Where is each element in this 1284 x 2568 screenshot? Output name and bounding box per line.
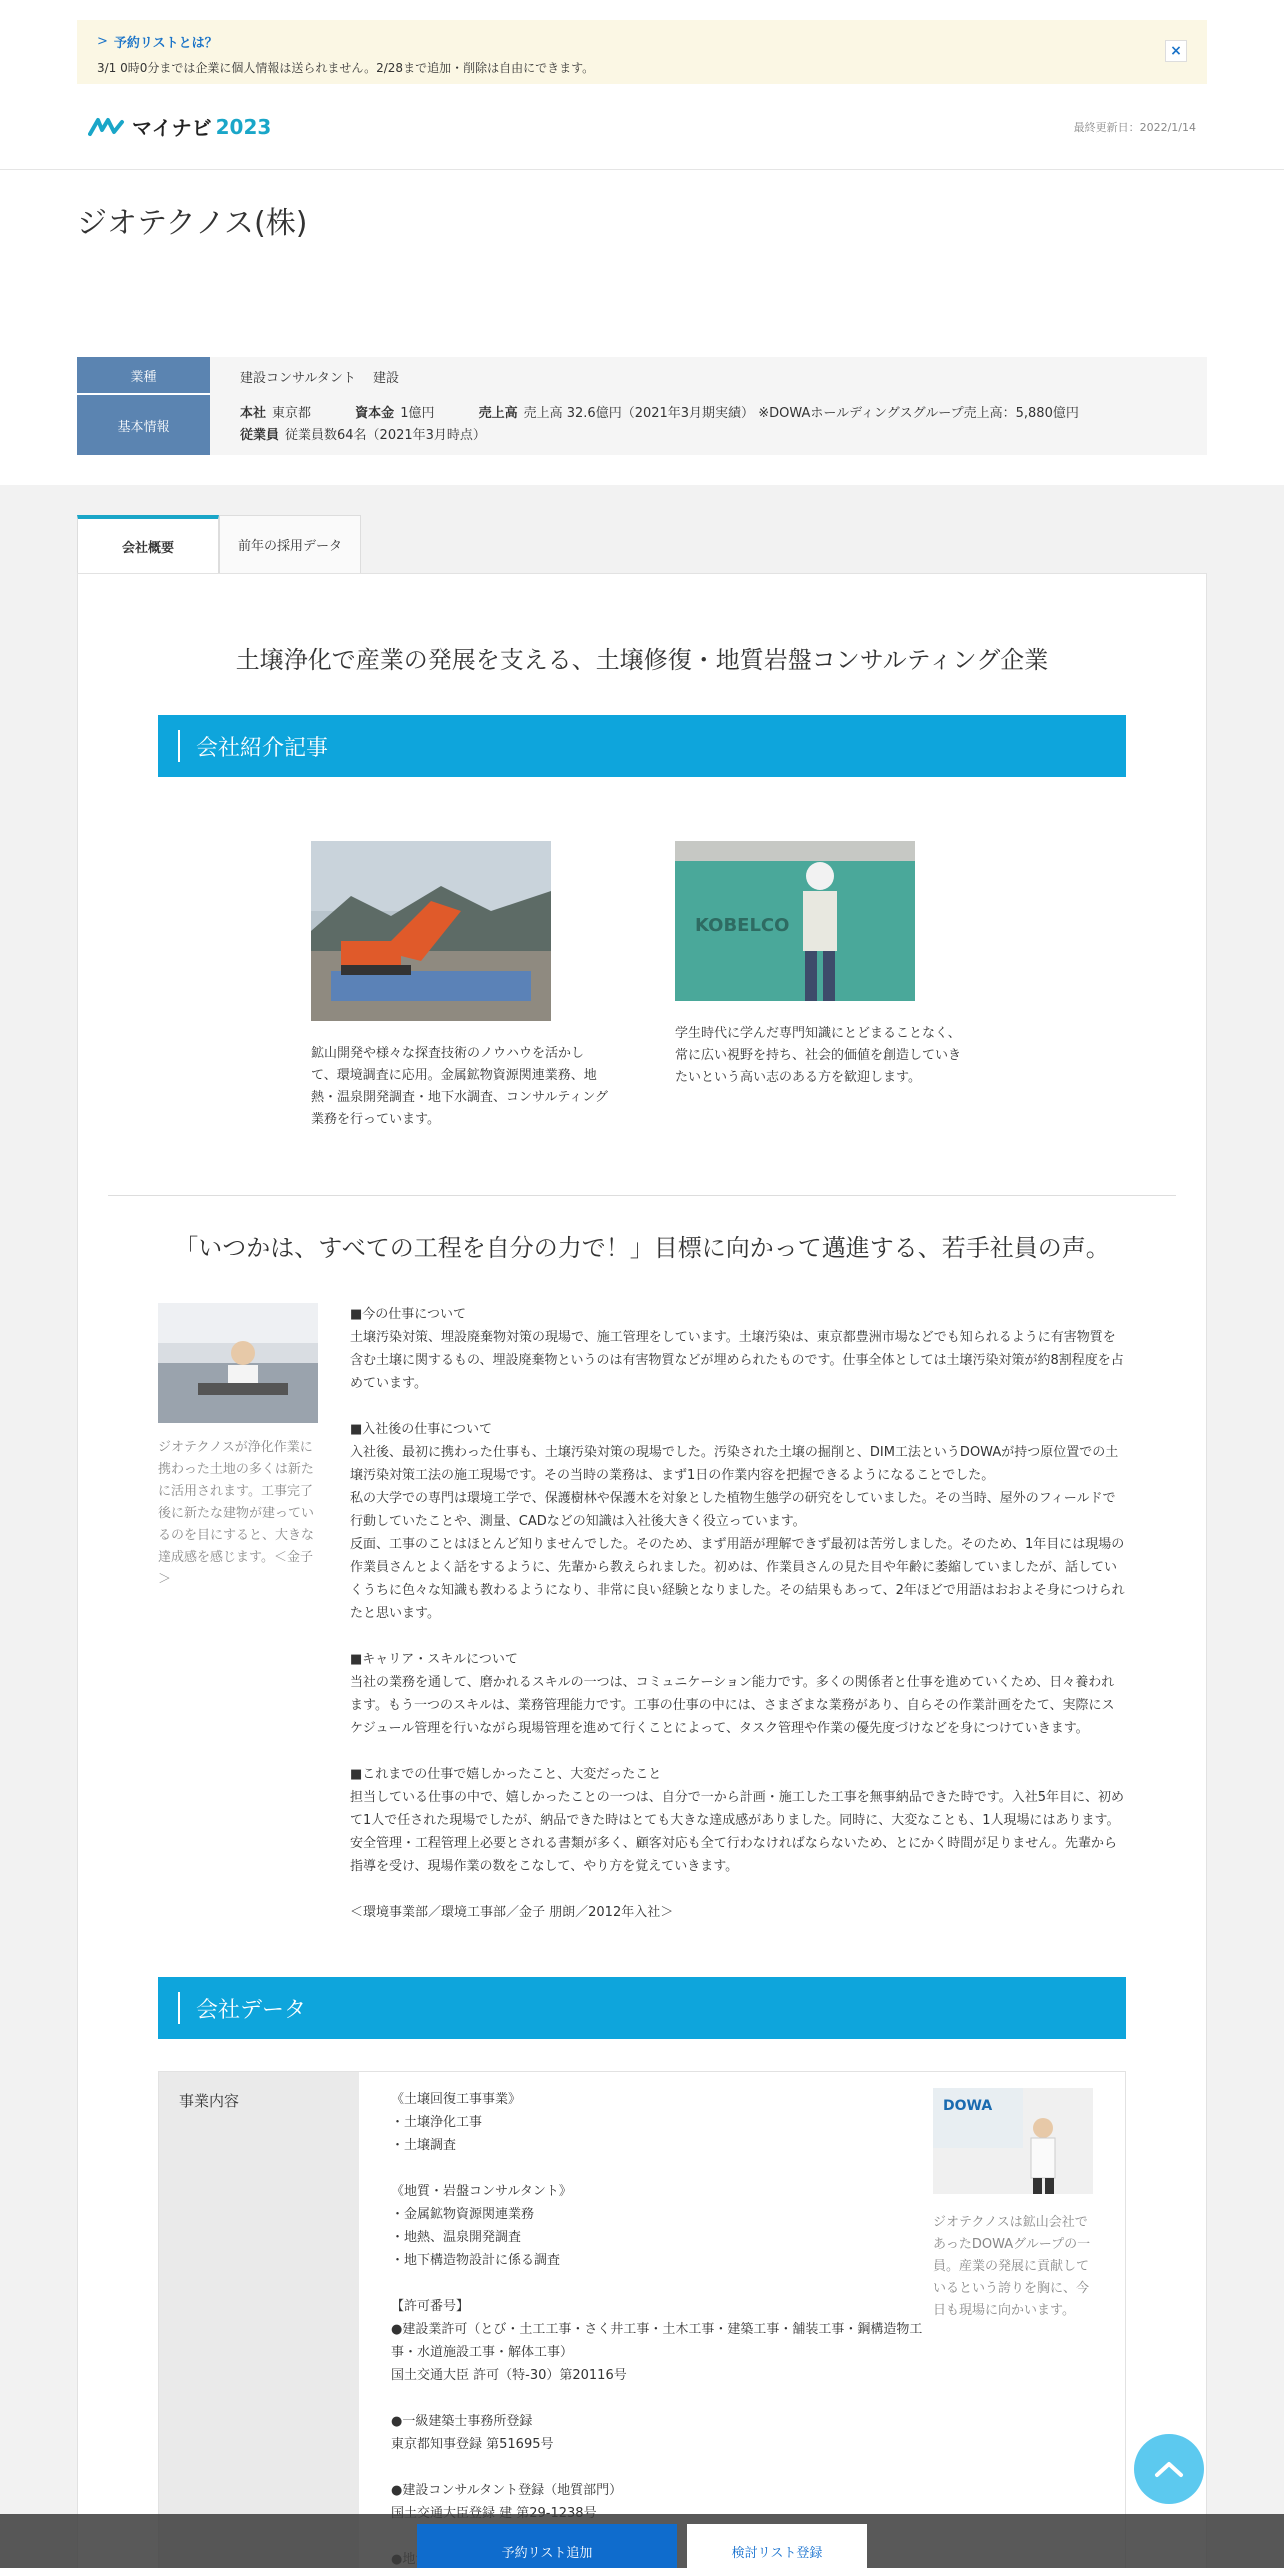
tab-previous-hiring-data[interactable]: 前年の採用データ [219,515,361,573]
voice-paragraph: ■これまでの仕事で嬉しかったこと、大変だったこと 担当している仕事の中で、嬉しかったことの一つは、自分で一から計画・施工した工事を無事納品できた時です。入社5年目に、初めて1人で任された現場でしたが、納品できた時はとても大きな達成感がありました。同時に、大変なことも、1人現場にはあります。安全管理・工程管理上必要とされる書類が多く、顧客対応も全て行わなければならないため、とにかく時間が足りません。先輩から指導を受け、現場作業の数をこなして、やり方を覚えていきます。 [350,1767,1124,1874]
section-header-data [158,1977,1126,2039]
business-content-label: 事業内容 [159,2072,359,2568]
close-icon[interactable]: × [1165,40,1187,62]
article-item [675,841,973,1131]
business-photo-caption: ジオテクノスは鉱山会社であったDOWAグループの一員。産業の発展に貢献しているという誇りを胸に、今日も現場に向かいます。 [933,2215,1091,2318]
dowa-office-photo [933,2088,1093,2194]
catch-copy: 土壌浄化で産業の発展を支える、土壌修復・地質岩盤コンサルティング企業 [235,646,1049,674]
capital-key: 資本金 [355,406,395,421]
worker-with-machine-photo [675,841,915,1001]
overview-panel [77,573,1207,2568]
last-updated: 最終更新日：2022/1/14 [1073,120,1196,134]
section-divider [108,1195,1176,1196]
tab-bar [77,515,1207,573]
brand-name: マイナビ [132,116,212,140]
excavator-photo [311,841,551,1021]
svg-text:DOWA: DOWA [943,2098,993,2114]
section-bar-line [178,1992,180,2024]
mynavi-mark-icon [88,116,128,138]
notice-text: 3/1 0時0分までは企業に個人情報は送られません。2/28まで追加・削除は自由にできます。 [97,61,595,75]
capital-value: 1億円 [400,406,435,421]
chevron-right-icon: > [97,34,108,49]
section-title-intro: 会社紹介記事 [196,735,329,761]
back-to-top-button[interactable] [1134,2434,1204,2504]
sales-value: 売上高 32.6億円（2021年3月期実績） ※DOWAホールディングスグループ売上高：5,880億円 [523,406,1079,421]
company-data-table [158,2071,1126,2568]
basic-info-value [210,395,1207,455]
reservation-notice [77,20,1207,84]
sales-key: 売上高 [478,406,518,421]
bottom-action-bar [0,2514,1284,2568]
hq-key: 本社 [240,406,267,421]
content-area [0,485,1284,2568]
voice-photo-caption: ジオテクノスが浄化作業に携わった土地の多くは新たに活用されます。工事完了後に新たな建物が建っているのを目にすると、大きな達成感を感じます。＜金子＞ [158,1440,315,1587]
site-header [0,84,1284,170]
employees-value: 従業員数64名（2021年3月時点） [285,428,486,443]
voice-paragraph: ■今の仕事について 土壌汚染対策、埋設廃棄物対策の現場で、施工管理をしています。土壌汚染は、東京都豊洲市場などでも知られるように有害物質を含む土壌に関するもの、埋設廃棄物というのは有害物質などが埋められたものです。仕事全体としては土壌汚染対策が約8割程度を占めています。 [350,1307,1124,1391]
office-worker-photo [158,1303,318,1423]
industry-value: 建設コンサルタント 建設 [210,357,1207,395]
add-consideration-button[interactable]: 検討リスト登録 [687,2524,867,2568]
notice-title-link[interactable] [97,32,1187,51]
section-title-data: 会社データ [196,1997,307,2023]
basic-info-table [77,357,1207,455]
mynavi-logo[interactable] [88,112,271,141]
company-name: ジオテクノス(株) [77,206,308,241]
employees-key: 従業員 [240,428,280,443]
basic-info-label: 基本情報 [77,395,210,455]
business-content-side [933,2088,1093,2554]
voice-side [158,1303,318,1947]
article-caption: 鉱山開発や様々な探査技術のノウハウを活かして、環境調査に応用。金属鉱物資源関連業務、地熱・温泉開発調査・地下水調査、コンサルティング業務を行っています。 [311,1046,609,1127]
business-content-text: 《土壌回復工事事業》 ・土壌浄化工事 ・土壌調査 《地質・岩盤コンサルタント》 ・金属鉱物資源関連業務 ・地熱、温泉開発調査 ・地下構造物設計に係る調査 【許可番号】 ●建設業許可（とび・土工工事・さく井工事・土木工事・建築工事・舗装工事・鋼構造物工事・水道施設工事・解体工事） 国土交通大臣 許可（特-30）第20116号 ●一級建築士事務所登録 東京都知事登録 第51695号 ●建設コンサルタント登録（地質部門） [391,2092,923,2498]
section-bar-line [178,730,180,762]
notice-title[interactable]: 予約リストとは？ [113,36,218,51]
brand-year: 2023 [215,114,272,139]
add-reservation-button[interactable]: 予約リスト追加 [417,2524,677,2568]
section-header-intro [158,715,1126,777]
article-list [78,841,1206,1131]
voice-signature: ＜環境事業部／環境工事部／金子 朋朗／2012年入社＞ [350,1905,674,1920]
svg-text:KOBELCO: KOBELCO [695,915,790,936]
employee-voice [158,1303,1126,1947]
hq-value: 東京都 [272,406,312,421]
article-caption: 学生時代に学んだ専門知識にとどまることなく、常に広い視野を持ち、社会的価値を創造していきたいという高い志のある方を歓迎します。 [675,1026,962,1085]
voice-paragraph: ■キャリア・スキルについて 当社の業務を通して、磨かれるスキルの一つは、コミュニケーション能力です。多くの関係者と仕事を進めていくため、日々養われます。もう一つのスキルは、業務管理能力です。工事の仕事の中には、さまざまな業務があり、自らその作業計画をたて、実際にスケジュール管理を行いながら現場管理を進めて行くことによって、タスク管理や作業の優先度づけなどを身につけていきます。 [350,1652,1115,1736]
tab-company-overview[interactable]: 会社概要 [77,515,219,573]
industry-label: 業種 [77,357,210,395]
article-item [311,841,609,1131]
chevron-up-icon [1154,2460,1184,2478]
voice-paragraph: ■入社後の仕事について 入社後、最初に携わった仕事も、土壌汚染対策の現場でした。汚染された土壌の掘削と、DIM工法というDOWAが持つ原位置での土壌汚染対策工法の施工現場です。その当時の業務は、まず1日の作業内容を把握できるようになることでした。 私の大学での専門は環境工学で、保護樹林や保護木を対象とした植物生態学の研究をしていました。その当時、屋外のフィールドで行動していたことや、測量、CADなどの知識は入社後大きく役立っています。 反面、工事のことはほとんど知りませんでした。そのため、まず用語が理解できず最初は苦労しました。そのため、1年目には現場の作業員さんとよく話をするように、先輩から教えられました。初めは、作業員さんの見た目や年齢に萎縮していましたが、話していくうちに色々な知識も教わるようになり、非常に良い経験となりました。その結果もあって、2年ほどで用語はおおよそ身につけられたと思います。 [350,1422,1125,1621]
voice-title: 「いつかは、すべての工程を自分の力で！」目標に向かって邁進する、若手社員の声。 [174,1234,1110,1262]
voice-body [350,1303,1126,1947]
business-content-value [359,2072,1125,2568]
